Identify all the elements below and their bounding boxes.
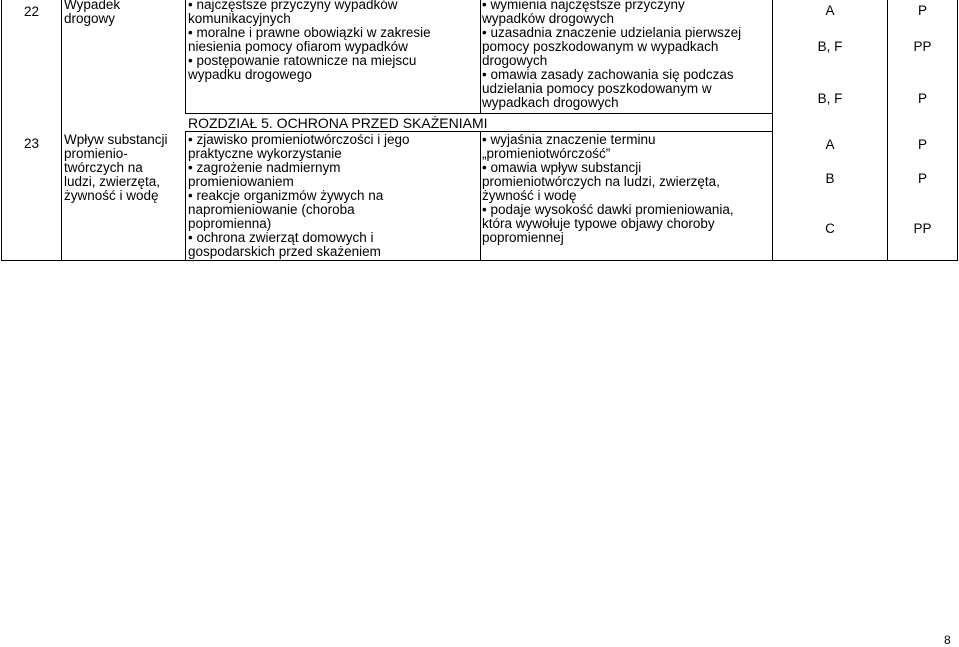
row-23-category-3: C — [825, 221, 835, 236]
page-number: 8 — [944, 633, 951, 647]
column-divider-2 — [185, 0, 186, 113]
row-23-learning-outcomes: • wyjaśnia znaczenie terminu „promieniotwórczość” • omawia wpływ substancji promieniotwórczych na ludzi, zwierzęta, żywność i wodę • podaje wysokość dawki promieniowania, która wywołuje typowe objawy choroby popromiennej — [482, 132, 734, 245]
row-22-content: • najczęstsze przyczyny wypadków komunikacyjnych • moralne i prawne obowiązki w zakresie niesienia pomocy ofiarom wypadków • postępowanie ratownicze na miejscu wypadku drogowego — [188, 0, 431, 82]
row-22-level-2: PP — [913, 39, 932, 54]
row-23-level-2: P — [917, 171, 927, 186]
table-left-border — [1, 0, 2, 261]
row-22-category-1: A — [825, 3, 835, 18]
section-heading: ROZDZIAŁ 5. OCHRONA PRZED SKAŻENIAMI — [188, 115, 488, 131]
row-23-number: 23 — [24, 136, 40, 151]
row-23-topic: Wpływ substancji promienio- twórczych na ludzi, zwierzęta, żywność i wodę — [64, 132, 168, 203]
column-divider-2b — [185, 131, 186, 261]
row-22-topic: Wypadek drogowy — [64, 0, 121, 26]
column-divider-1 — [61, 0, 62, 261]
row-23-content: • zjawisko promieniotwórczości i jego praktyczne wykorzystanie • zagrożenie nadmiernym promieniowaniem • reakcje organizmów żywych na napromieniowanie (choroba popromienna) • ochrona zwierząt domowych i gospodarskich przed skażeniem — [188, 132, 410, 259]
table-right-border — [957, 0, 958, 261]
table-bottom-border — [1, 260, 958, 261]
row-22-number: 22 — [24, 4, 40, 19]
row-23-level-1: P — [917, 137, 927, 152]
row-22-level-1: P — [917, 3, 927, 18]
row-22-category-2: B, F — [817, 39, 843, 54]
row-22-category-3: B, F — [817, 91, 843, 106]
column-divider-3b — [480, 131, 481, 261]
row-22-learning-outcomes: • wymienia najczęstsze przyczyny wypadków drogowych • uzasadnia znaczenie udzielania pierwszej pomocy poszkodowanym w wypadkach drogowych • omawia zasady zachowania się podczas udzielania pomocy poszkodowanym w wypadkach drogowych — [482, 0, 742, 110]
row-divider-section-top — [185, 113, 773, 114]
row-23-category-1: A — [825, 137, 835, 152]
row-22-level-3: P — [917, 91, 927, 106]
row-23-level-3: PP — [913, 221, 932, 236]
column-divider-3 — [480, 0, 481, 113]
row-23-category-2: B — [825, 171, 835, 186]
